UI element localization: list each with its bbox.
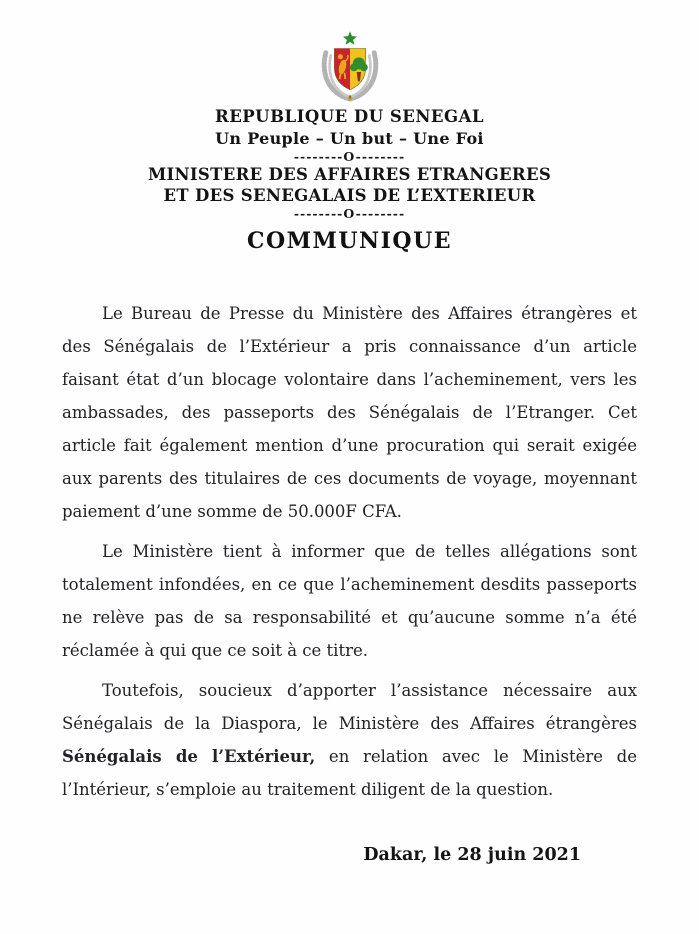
paragraph-3-part1: Toutefois, soucieux d’apporter l’assistance nécessaire aux Sénégalais de la Diaspora, le Ministère des Affaires étrangères [62, 681, 637, 733]
document-title: COMMUNIQUE [246, 227, 453, 254]
paragraph-2: Le Ministère tient à informer que de telles allégations sont totalement infondées, en ce que l’acheminement desdits passeports ne relève pas de sa responsabilité et qu’aucune somme n’a été réclamée à qui que ce soit à ce titre. [62, 542, 637, 660]
senegal-coat-of-arms-emblem [298, 30, 402, 104]
shield [334, 49, 367, 90]
communique-body [62, 297, 637, 813]
paragraph-3-emphasis: Sénégalais de l’Extérieur, [62, 747, 316, 766]
country-name: REPUBLIQUE DU SENEGAL [214, 107, 485, 126]
paragraph-3-part2: en relation avec le Ministère de l’Intérieur, s’emploie au traitement diligent de la question. [62, 747, 638, 799]
paragraph-3 [62, 674, 637, 806]
place-and-date: Dakar, le 28 juin 2021 [363, 845, 581, 865]
paragraph-1: Le Bureau de Presse du Ministère des Affaires étrangères et des Sénégalais de l’Extérieur a pris connaissance d’un article faisant état d’un blocage volontaire dans l’acheminement, vers les ambassades, des passeports des Sénégalais de l’Etranger. Cet article fait également mention d’une procuration qui serait exigée aux parents des titulaires de ces documents de voyage, moyennant paiement d’une somme de 50.000F CFA. [62, 304, 637, 521]
green-star-icon [343, 31, 357, 44]
ministry-name-line1: MINISTERE DES AFFAIRES ETRANGERES [147, 165, 552, 184]
separator-ornament: --------O-------- [293, 148, 406, 164]
national-motto: Un Peuple – Un but – Une Foi [215, 128, 484, 148]
letterhead [0, 0, 699, 252]
ministry-name-line2: ET DES SENEGALAIS DE L’EXTERIEUR [163, 185, 536, 205]
separator-ornament: --------O-------- [293, 206, 406, 221]
